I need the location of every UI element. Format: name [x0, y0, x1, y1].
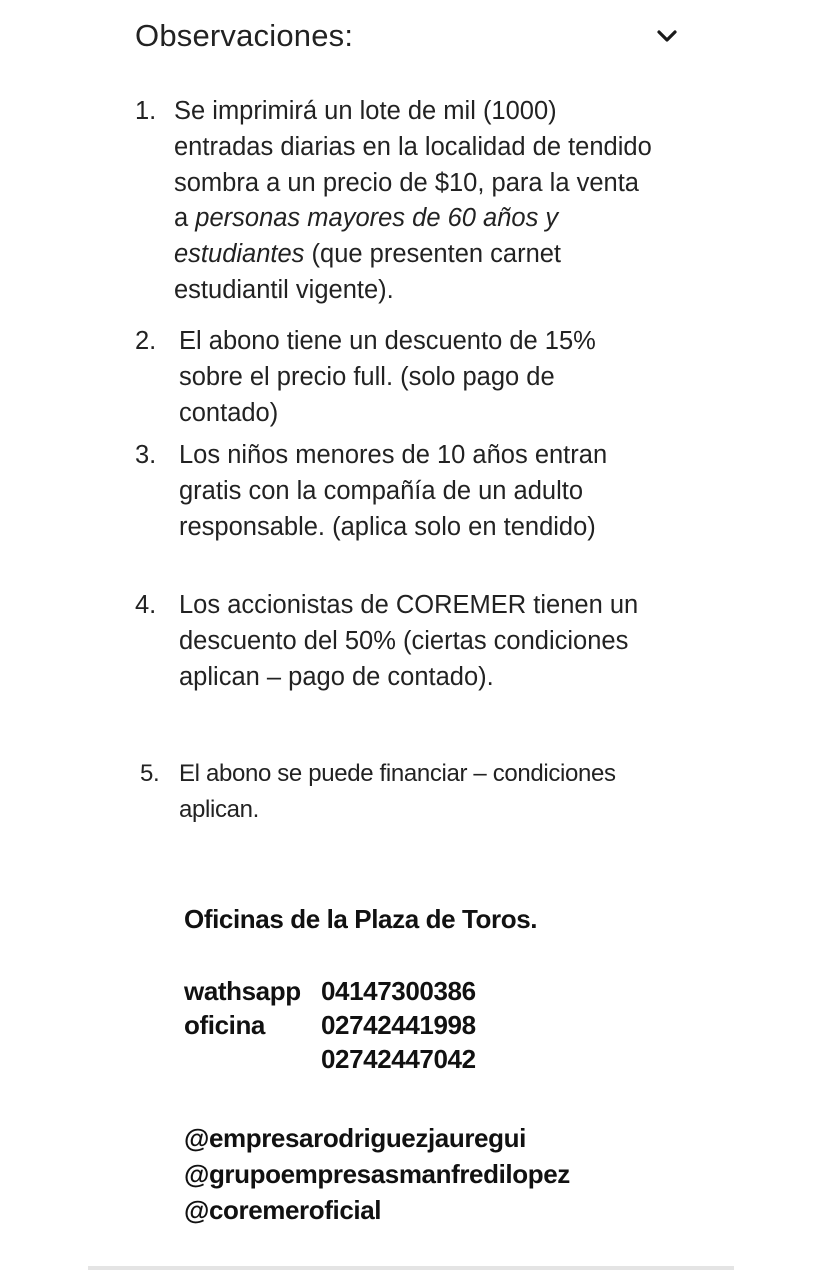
observation-number: 2. [135, 327, 157, 355]
social-handle[interactable]: @empresarodriguezjauregui [184, 1123, 526, 1153]
observation-text: El abono tiene un descuento de 15% sobre el precio full. (solo pago de contado) [179, 327, 596, 427]
section-title: Observaciones: [135, 18, 354, 53]
observation-text: Los niños menores de 10 años entran gratis con la compañía de un adulto responsable. (aplica solo en tendido) [179, 441, 608, 541]
observation-number: 3. [135, 441, 157, 469]
whatsapp-number[interactable]: 04147300386 [321, 976, 476, 1006]
observation-item-3 [135, 438, 655, 545]
observation-item-5 [135, 756, 655, 828]
observation-number: 5. [140, 760, 160, 787]
whatsapp-row [184, 976, 476, 1007]
observation-text: Los accionistas de COREMER tienen un descuento del 50% (ciertas condiciones aplican – pago de contado). [179, 591, 639, 691]
observation-text [174, 94, 655, 309]
observation-emphasis: personas mayores de 60 años y estudiantes [174, 204, 559, 269]
office-title: Oficinas de la Plaza de Toros. [184, 904, 538, 934]
social-handle[interactable]: @grupoempresasmanfredilopez [184, 1159, 570, 1189]
bottom-divider [88, 1266, 734, 1270]
observation-text-part: Se imprimirá un lote de mil (1000) entradas diarias en la localidad de tendido sombra a un precio de $10, para la venta a [174, 97, 652, 233]
office-phone-number[interactable]: 02742447042 [321, 1044, 476, 1074]
whatsapp-label: wathsapp [184, 976, 301, 1006]
office-phone-number[interactable]: 02742441998 [321, 1010, 476, 1040]
observation-text: El abono se puede financiar – condiciones aplican. [179, 760, 616, 823]
observation-number: 1. [135, 97, 157, 125]
observation-number: 4. [135, 591, 157, 619]
office-label: oficina [184, 1010, 265, 1040]
observation-item-4 [135, 588, 655, 695]
observation-item-2 [135, 324, 655, 431]
office-phone-row [184, 1044, 476, 1075]
office-phone-row [184, 1010, 476, 1041]
observation-item-1 [135, 94, 655, 309]
chevron-down-icon[interactable] [652, 22, 682, 52]
social-handle[interactable]: @coremeroficial [184, 1195, 382, 1225]
observation-text-part: (que presenten carnet estudiantil vigente). [174, 240, 562, 304]
social-handles [184, 1120, 570, 1228]
